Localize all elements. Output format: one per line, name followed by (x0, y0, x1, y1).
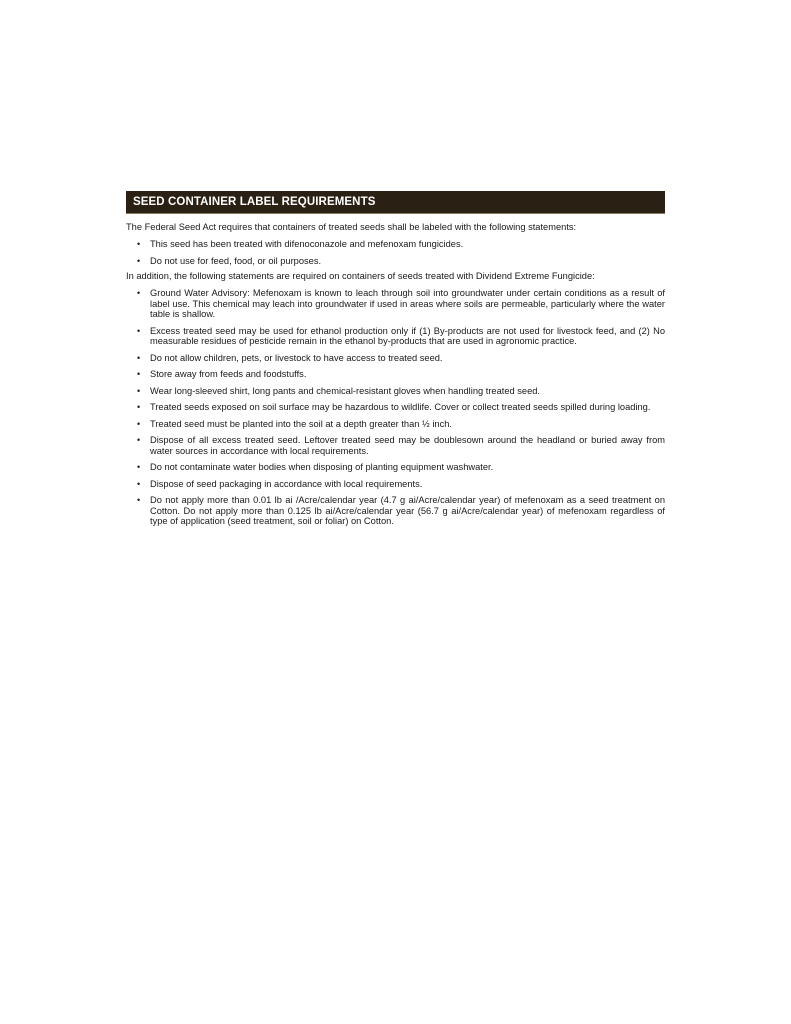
bullet-icon: • (137, 288, 141, 298)
list-item: • Treated seeds exposed on soil surface may be hazardous to wildlife. Cover or collect treated seeds spilled during loading. (137, 402, 651, 412)
bullet-icon: • (137, 435, 141, 445)
federal-seed-act-intro: The Federal Seed Act requires that containers of treated seeds shall be labeled with the following statements: (126, 222, 577, 232)
bullet-icon: • (137, 462, 141, 472)
bullet-icon: • (137, 352, 141, 363)
list-item: • Dispose of all excess treated seed. Leftover treated seed may be doublesown around the headland or buried away from water sources in accordance with local requirements. (137, 435, 665, 456)
list-item: • Store away from feeds and foodstuffs. (137, 369, 307, 379)
bullet-icon: • (137, 495, 141, 505)
section-title: SEED CONTAINER LABEL REQUIREMENTS (133, 196, 376, 208)
bullet-icon: • (137, 478, 141, 489)
bullet-icon: • (137, 402, 141, 412)
list-item: • Do not contaminate water bodies when disposing of planting equipment washwater. (137, 462, 494, 472)
list-item: • Do not use for feed, food, or oil purposes. (137, 255, 322, 266)
list-item: • Excess treated seed may be used for ethanol production only if (1) By-products are not used for livestock feed, and (2) No measurable residues of pesticide remain in the ethanol by-products that are used in agronomic practice. (137, 325, 665, 346)
list-item: • Treated seed must be planted into the soil at a depth greater than ½ inch. (137, 418, 452, 429)
bullet-icon: • (137, 418, 141, 429)
bullet-icon: • (137, 255, 141, 266)
list-item: • Dispose of seed packaging in accordance with local requirements. (137, 478, 423, 489)
list-item: • Do not allow children, pets, or livestock to have access to treated seed. (137, 352, 443, 363)
bullet-icon: • (137, 369, 141, 379)
list-item: • Do not apply more than 0.01 lb ai /Acre/calendar year (4.7 g ai/Acre/calendar year) of mefenoxam as a seed treatment on Cotton. Do not apply more than 0.125 lb ai/Acre/calendar year (56.7 g ai/Acre/calendar year) of mefenoxam regardless of type of application (seed treatment, soil or foliar) on Cotton. (137, 495, 665, 526)
additional-statements-intro: In addition, the following statements are required on containers of seeds treated with Dividend Extreme Fungicide: (126, 271, 595, 281)
federal-statements-list (126, 239, 665, 266)
bullet-icon: • (137, 385, 141, 396)
section-header-bar (126, 191, 665, 214)
bullet-icon: • (137, 325, 141, 336)
seed-container-label-section (126, 191, 665, 527)
list-item: • Wear long-sleeved shirt, long pants and chemical-resistant gloves when handling treated seed. (137, 385, 541, 396)
list-item: • Ground Water Advisory: Mefenoxam is known to leach through soil into groundwater under certain conditions as a result of label use. This chemical may leach into groundwater if used in areas where soils are permeable, particularly where the water table is shallow. (137, 288, 665, 319)
bullet-icon: • (137, 239, 141, 249)
list-item: • This seed has been treated with difenoconazole and mefenoxam fungicides. (137, 239, 464, 249)
additional-statements-list (126, 288, 665, 527)
